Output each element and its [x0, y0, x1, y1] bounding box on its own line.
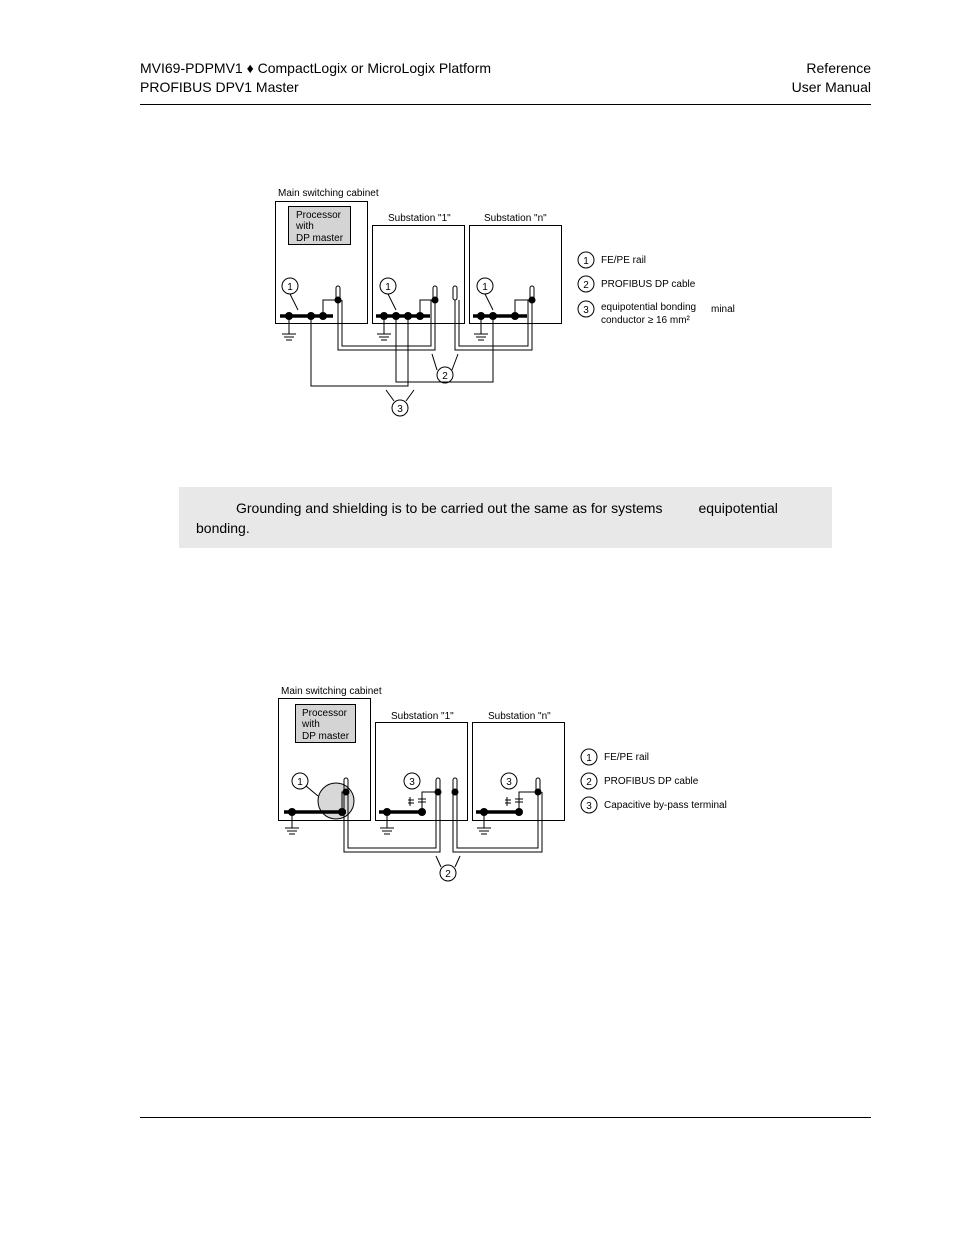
callout-1-numbers [287, 282, 488, 293]
substation-1-label: Substation "1" [388, 213, 451, 224]
shield-connections [323, 300, 532, 316]
svg-text:3: 3 [586, 801, 592, 812]
ground-symbols [282, 318, 488, 340]
main-cabinet-label-2: Main switching cabinet [281, 686, 382, 697]
svg-text:3: 3 [397, 404, 403, 415]
substation-n-label: Substation "n" [484, 213, 547, 224]
note-part-1: Grounding and shielding is to be carried out the same as for systems [236, 500, 663, 516]
svg-text:FE/PE rail: FE/PE rail [604, 752, 650, 763]
legend-fe-pe-rail: FE/PE rail [601, 255, 647, 266]
note-box [179, 487, 832, 548]
header-section: Reference [806, 60, 871, 76]
legend-diagram2 [581, 749, 727, 813]
svg-text:2: 2 [583, 280, 589, 291]
processor-label-1: Processor [296, 210, 342, 221]
substation-n-label-2: Substation "n" [488, 711, 551, 722]
svg-text:1: 1 [586, 753, 592, 764]
profibus-dp-cables-2 [344, 778, 542, 852]
svg-text:Capacitive by-pass terminal: Capacitive by-pass terminal [604, 800, 727, 811]
diagram-capacitive-bypass [279, 686, 727, 881]
processor-label-2: with [296, 221, 314, 232]
substation-1-box [373, 226, 465, 324]
substation-1-label-2: Substation "1" [391, 711, 454, 722]
legend-bonding-line1: equipotential bonding [601, 302, 697, 313]
svg-text:2: 2 [442, 371, 448, 382]
main-cabinet-label: Main switching cabinet [278, 188, 379, 199]
diagram-equipotential-bonding [276, 188, 735, 416]
svg-text:3: 3 [506, 777, 512, 788]
svg-text:1: 1 [297, 777, 303, 788]
svg-text:1: 1 [482, 282, 488, 293]
svg-text:2: 2 [586, 777, 592, 788]
svg-text:DP master: DP master [302, 731, 350, 742]
svg-text:3: 3 [409, 777, 415, 788]
svg-text:1: 1 [583, 256, 589, 267]
header-product-subtitle: PROFIBUS DPV1 Master [140, 79, 299, 95]
svg-text:1: 1 [385, 282, 391, 293]
svg-text:Processor: Processor [302, 708, 348, 719]
note-text [196, 498, 816, 538]
legend-bonding-line2: conductor ≥ 16 mm² [601, 315, 690, 326]
note-part-2: equipotential [698, 500, 778, 516]
note-part-3: bonding. [196, 520, 250, 536]
svg-text:PROFIBUS DP cable: PROFIBUS DP cable [604, 776, 699, 787]
svg-text:with: with [302, 719, 320, 730]
footer-rule [140, 1117, 871, 1118]
processor-label-3: DP master [296, 233, 344, 244]
header-product-title: MVI69-PDPMV1 ♦ CompactLogix or MicroLogix Platform [140, 60, 492, 76]
header-doc-type: User Manual [791, 79, 871, 95]
svg-text:1: 1 [287, 282, 293, 293]
legend-diagram1 [578, 252, 735, 326]
legend-bonding-fragment: minal [711, 304, 735, 315]
ground-symbols-2 [285, 814, 491, 834]
legend-profibus-cable: PROFIBUS DP cable [601, 279, 696, 290]
svg-text:3: 3 [583, 305, 589, 316]
svg-text:2: 2 [445, 869, 451, 880]
profibus-dp-cables [336, 286, 534, 350]
